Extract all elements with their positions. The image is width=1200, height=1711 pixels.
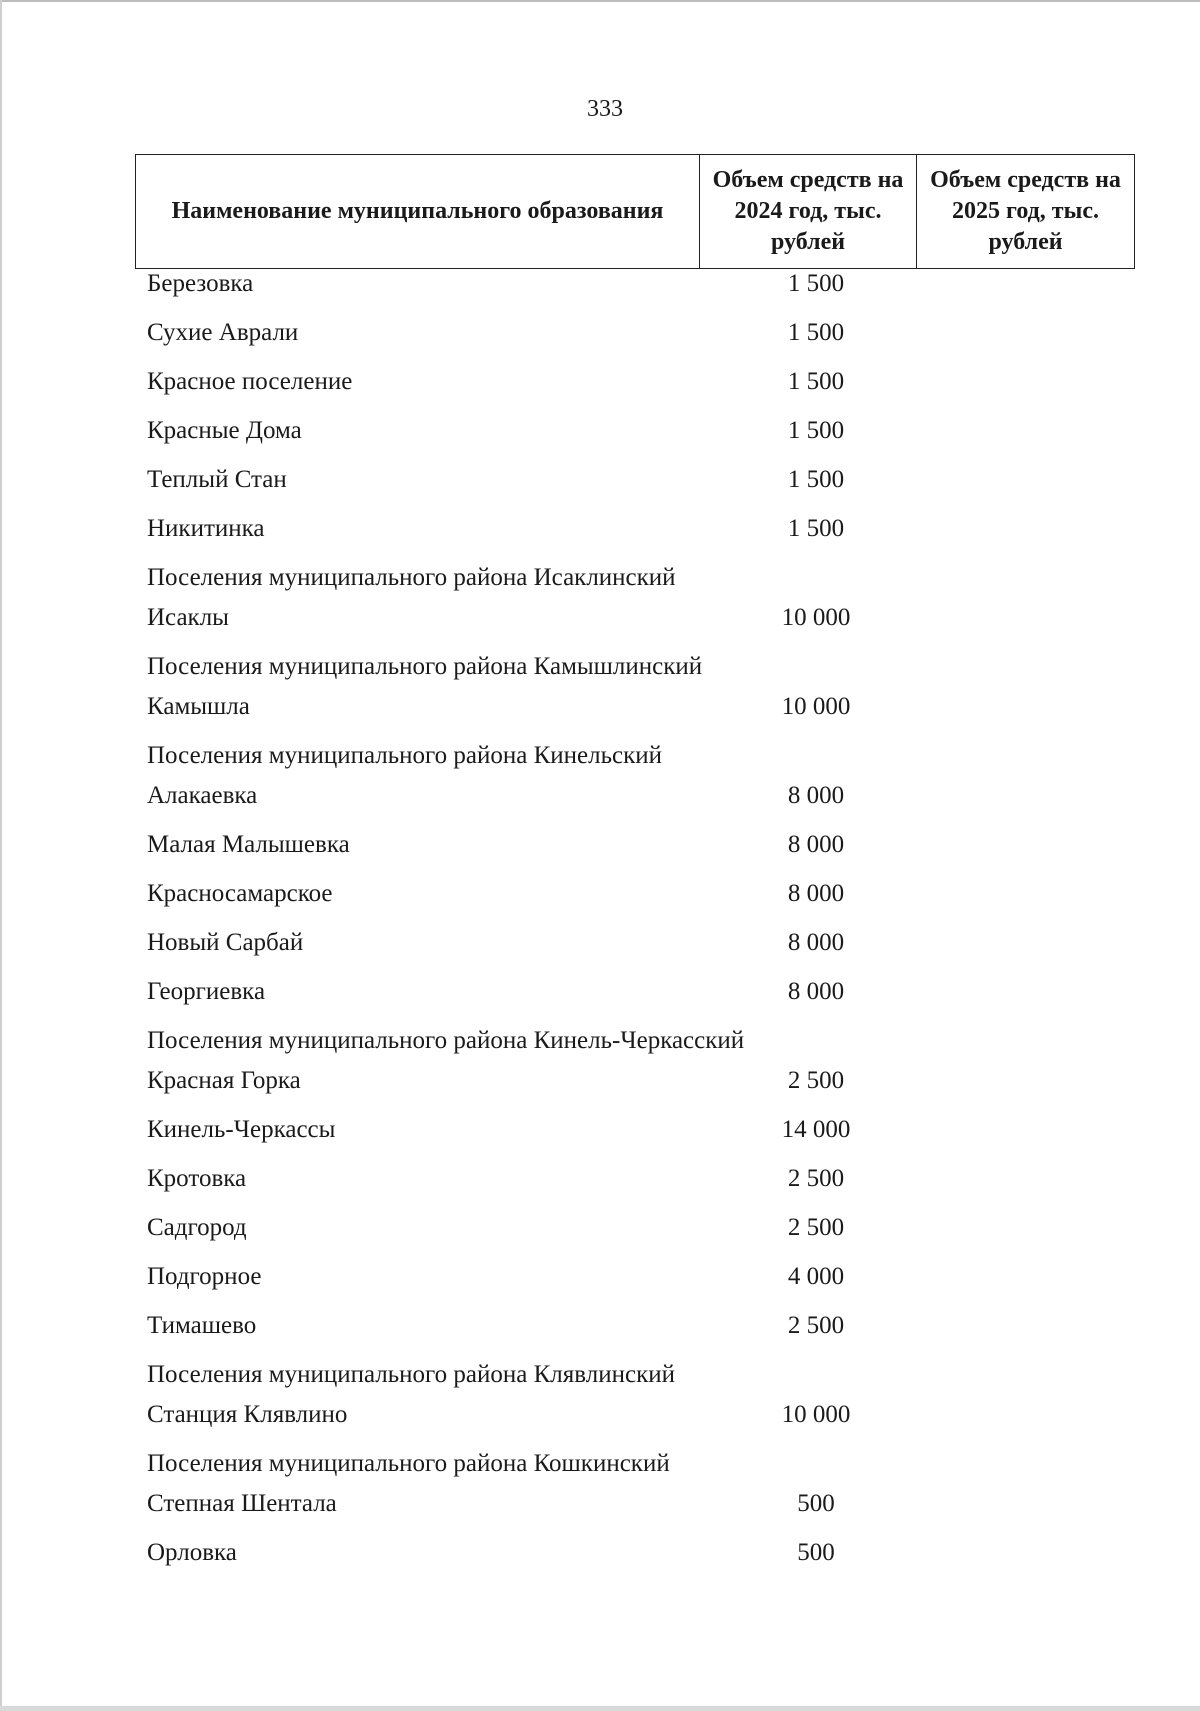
group-heading-row (135, 653, 1135, 693)
municipality-name: Степная Шентала (147, 1490, 337, 1517)
volume-2024-value: 2 500 (787, 1214, 845, 1241)
table-row (135, 368, 1135, 417)
table-row (135, 1116, 1135, 1165)
table-row (135, 929, 1135, 978)
municipality-name: Подгорное (147, 1263, 262, 1290)
municipality-name: Станция Клявлино (147, 1401, 348, 1428)
header-municipality-name: Наименование муниципального образования (136, 155, 700, 269)
table-row (135, 1067, 1135, 1116)
table-row (135, 1214, 1135, 1263)
volume-2024-value: 500 (797, 1539, 835, 1566)
municipality-name: Новый Сарбай (147, 929, 304, 956)
group-heading: Поселения муниципального района Кинель-Черкасский (147, 1027, 745, 1054)
volume-2024-value: 8 000 (787, 929, 845, 956)
group-heading: Поселения муниципального района Исаклинский (147, 564, 676, 591)
table-row (135, 515, 1135, 564)
volume-2024-value: 2 500 (787, 1312, 845, 1339)
volume-2024-value: 1 500 (787, 466, 845, 493)
municipality-name: Орловка (147, 1539, 237, 1566)
municipality-name: Никитинка (147, 515, 265, 542)
municipality-name: Красное поселение (147, 368, 353, 395)
municipality-name: Кротовка (147, 1165, 247, 1192)
scan-edge-left (0, 0, 2, 1711)
volume-2024-value: 10 000 (781, 1401, 851, 1428)
header-volume-2025: Объем средств на 2025 год, тыс. рублей (917, 155, 1135, 269)
municipality-name: Березовка (147, 270, 254, 297)
municipality-name: Теплый Стан (147, 466, 287, 493)
volume-2024-value: 10 000 (781, 604, 851, 631)
page-number: 333 (587, 96, 623, 122)
volume-2024-value: 1 500 (787, 319, 845, 346)
header-volume-2024: Объем средств на 2024 год, тыс. рублей (700, 155, 917, 269)
municipality-name: Камышла (147, 693, 250, 720)
table-row (135, 831, 1135, 880)
scan-edge-top (0, 0, 1200, 2)
table-row (135, 604, 1135, 653)
group-heading-row (135, 564, 1135, 604)
table-row (135, 693, 1135, 742)
volume-2024-value: 8 000 (787, 782, 845, 809)
municipality-name: Красная Горка (147, 1067, 301, 1094)
group-heading-row (135, 742, 1135, 782)
table-header (135, 154, 1135, 269)
table-row (135, 1490, 1135, 1539)
municipality-name: Сухие Аврали (147, 319, 299, 346)
table-body (135, 270, 1135, 1588)
municipality-name: Садгород (147, 1214, 247, 1241)
table-row (135, 466, 1135, 515)
municipality-name: Исаклы (147, 604, 229, 631)
volume-2024-value: 1 500 (787, 368, 845, 395)
table-row (135, 880, 1135, 929)
table-row (135, 978, 1135, 1027)
municipality-name: Тимашево (147, 1312, 257, 1339)
table-row (135, 1263, 1135, 1312)
volume-2024-value: 8 000 (787, 880, 845, 907)
municipality-name: Красносамарское (147, 880, 333, 907)
group-heading-row (135, 1450, 1135, 1490)
group-heading-row (135, 1027, 1135, 1067)
municipality-name: Георгиевка (147, 978, 266, 1005)
municipality-name: Кинель-Черкассы (147, 1116, 336, 1143)
volume-2024-value: 2 500 (787, 1165, 845, 1192)
volume-2024-value: 14 000 (781, 1116, 851, 1143)
table-row (135, 270, 1135, 319)
group-heading-row (135, 1361, 1135, 1401)
volume-2024-value: 8 000 (787, 978, 845, 1005)
group-heading: Поселения муниципального района Кошкинский (147, 1450, 670, 1477)
municipality-name: Малая Малышевка (147, 831, 350, 858)
volume-2024-value: 2 500 (787, 1067, 845, 1094)
volume-2024-value: 8 000 (787, 831, 845, 858)
table-row (135, 1539, 1135, 1588)
scan-edge-bottom (0, 1706, 1200, 1711)
volume-2024-value: 4 000 (787, 1263, 845, 1290)
table-row (135, 782, 1135, 831)
table-row (135, 319, 1135, 368)
group-heading: Поселения муниципального района Камышлинский (147, 653, 703, 680)
group-heading: Поселения муниципального района Клявлинский (147, 1361, 675, 1388)
group-heading: Поселения муниципального района Кинельский (147, 742, 663, 769)
table-row (135, 1165, 1135, 1214)
municipality-name: Красные Дома (147, 417, 302, 444)
table-row (135, 417, 1135, 466)
table-row (135, 1312, 1135, 1361)
volume-2024-value: 1 500 (787, 270, 845, 297)
volume-2024-value: 500 (797, 1490, 835, 1517)
table-row (135, 1401, 1135, 1450)
volume-2024-value: 1 500 (787, 515, 845, 542)
volume-2024-value: 1 500 (787, 417, 845, 444)
volume-2024-value: 10 000 (781, 693, 851, 720)
municipality-name: Алакаевка (147, 782, 258, 809)
